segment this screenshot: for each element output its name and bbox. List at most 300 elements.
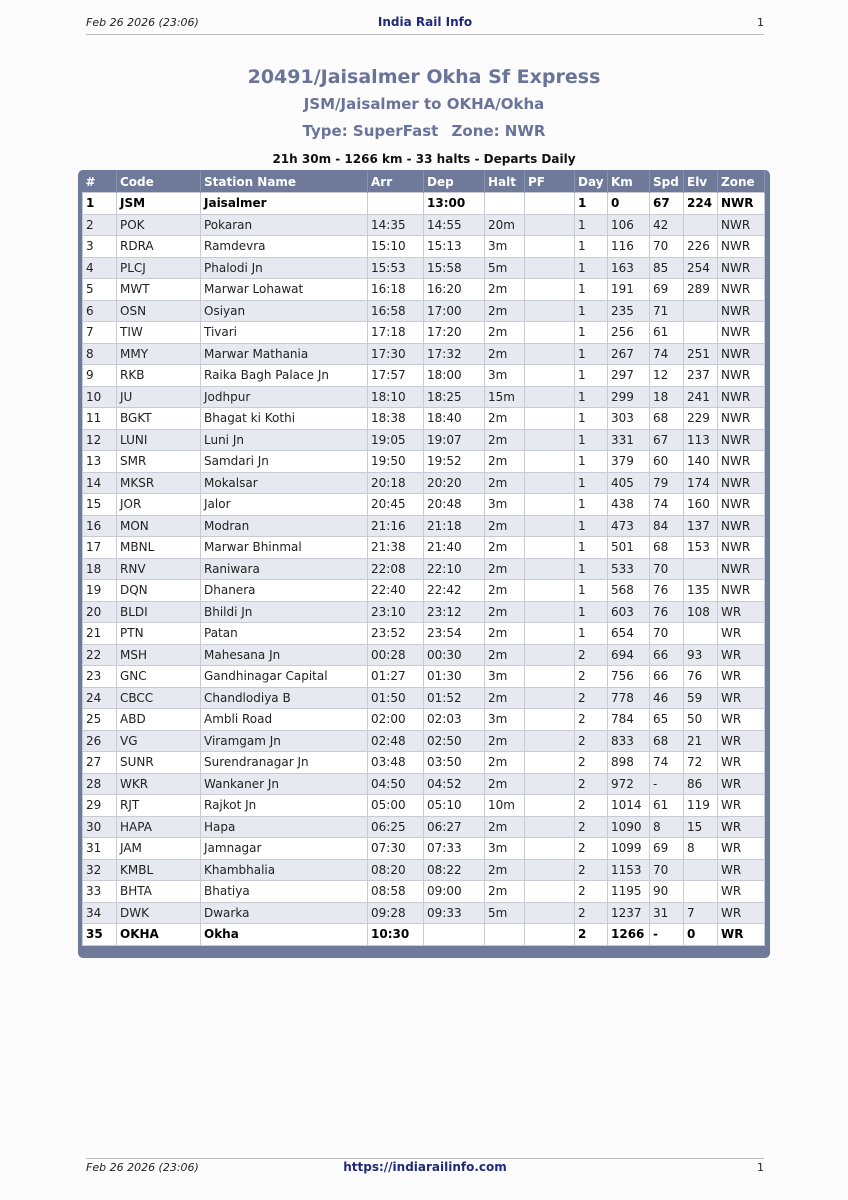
cell-halt: 2m [485, 644, 525, 666]
cell-pf [525, 193, 575, 215]
cell-zone: WR [718, 902, 765, 924]
cell-station-name: Modran [201, 515, 368, 537]
cell-arr: 16:18 [368, 279, 424, 301]
cell-spd: 71 [650, 300, 684, 322]
cell-arr: 05:00 [368, 795, 424, 817]
cell-code: RNV [117, 558, 201, 580]
cell-spd: - [650, 924, 684, 946]
cell-halt: 5m [485, 902, 525, 924]
cell-zone: NWR [718, 343, 765, 365]
cell-pf [525, 752, 575, 774]
cell-spd: 61 [650, 322, 684, 344]
cell-halt: 2m [485, 687, 525, 709]
cell-code: MON [117, 515, 201, 537]
cell-arr: 04:50 [368, 773, 424, 795]
cell-dep: 05:10 [424, 795, 485, 817]
cell-km: 303 [608, 408, 650, 430]
cell-num: 27 [83, 752, 117, 774]
cell-spd: 65 [650, 709, 684, 731]
cell-day: 1 [575, 386, 608, 408]
cell-code: DWK [117, 902, 201, 924]
table-row [83, 773, 765, 795]
cell-halt: 3m [485, 494, 525, 516]
cell-spd: 70 [650, 859, 684, 881]
cell-km: 972 [608, 773, 650, 795]
cell-arr: 02:00 [368, 709, 424, 731]
cell-spd: 74 [650, 343, 684, 365]
cell-code: VG [117, 730, 201, 752]
cell-zone: WR [718, 859, 765, 881]
schedule-table-container [78, 170, 770, 958]
cell-spd: 68 [650, 537, 684, 559]
cell-day: 2 [575, 924, 608, 946]
cell-pf [525, 601, 575, 623]
header-page-number: 1 [757, 16, 764, 29]
cell-zone: NWR [718, 236, 765, 258]
cell-dep: 15:58 [424, 257, 485, 279]
header-spd: Spd [650, 171, 684, 193]
cell-zone: WR [718, 752, 765, 774]
cell-code: DQN [117, 580, 201, 602]
header-arr: Arr [368, 171, 424, 193]
cell-spd: 76 [650, 601, 684, 623]
cell-code: OSN [117, 300, 201, 322]
cell-halt: 2m [485, 429, 525, 451]
cell-km: 0 [608, 193, 650, 215]
cell-pf [525, 623, 575, 645]
cell-spd: 84 [650, 515, 684, 537]
cell-halt: 2m [485, 537, 525, 559]
table-row [83, 472, 765, 494]
table-row [83, 687, 765, 709]
table-row [83, 236, 765, 258]
cell-day: 1 [575, 257, 608, 279]
cell-station-name: Marwar Bhinmal [201, 537, 368, 559]
cell-arr: 22:40 [368, 580, 424, 602]
cell-pf [525, 386, 575, 408]
cell-halt: 3m [485, 236, 525, 258]
cell-station-name: Raika Bagh Palace Jn [201, 365, 368, 387]
cell-arr: 01:27 [368, 666, 424, 688]
cell-day: 1 [575, 279, 608, 301]
cell-pf [525, 537, 575, 559]
cell-pf [525, 558, 575, 580]
train-route: JSM/Jaisalmer to OKHA/Okha [303, 95, 545, 113]
cell-halt: 2m [485, 279, 525, 301]
cell-dep: 09:33 [424, 902, 485, 924]
schedule-table [82, 171, 765, 946]
cell-station-name: Bhildi Jn [201, 601, 368, 623]
header-zone: Zone [718, 171, 765, 193]
cell-num: 9 [83, 365, 117, 387]
cell-num: 14 [83, 472, 117, 494]
cell-num: 28 [83, 773, 117, 795]
cell-day: 2 [575, 687, 608, 709]
cell-km: 833 [608, 730, 650, 752]
table-row [83, 795, 765, 817]
cell-day: 2 [575, 838, 608, 860]
cell-day: 1 [575, 601, 608, 623]
cell-km: 1153 [608, 859, 650, 881]
cell-code: SUNR [117, 752, 201, 774]
cell-arr: 19:50 [368, 451, 424, 473]
cell-halt: 2m [485, 773, 525, 795]
cell-zone: NWR [718, 214, 765, 236]
cell-zone: WR [718, 623, 765, 645]
cell-code: JSM [117, 193, 201, 215]
table-row [83, 365, 765, 387]
cell-pf [525, 257, 575, 279]
cell-num: 32 [83, 859, 117, 881]
table-row [83, 193, 765, 215]
cell-km: 438 [608, 494, 650, 516]
cell-arr: 18:38 [368, 408, 424, 430]
cell-km: 501 [608, 537, 650, 559]
cell-km: 299 [608, 386, 650, 408]
cell-dep: 04:52 [424, 773, 485, 795]
cell-km: 106 [608, 214, 650, 236]
cell-pf [525, 429, 575, 451]
cell-arr: 10:30 [368, 924, 424, 946]
cell-km: 898 [608, 752, 650, 774]
cell-spd: 70 [650, 558, 684, 580]
cell-spd: 8 [650, 816, 684, 838]
cell-dep: 06:27 [424, 816, 485, 838]
cell-code: MWT [117, 279, 201, 301]
cell-elv: 140 [684, 451, 718, 473]
cell-code: BHTA [117, 881, 201, 903]
table-row [83, 322, 765, 344]
cell-spd: 68 [650, 730, 684, 752]
table-row [83, 257, 765, 279]
cell-dep: 18:25 [424, 386, 485, 408]
cell-dep: 22:10 [424, 558, 485, 580]
cell-num: 17 [83, 537, 117, 559]
cell-dep: 01:30 [424, 666, 485, 688]
train-type-zone [0, 117, 848, 145]
cell-num: 16 [83, 515, 117, 537]
cell-num: 8 [83, 343, 117, 365]
cell-halt: 2m [485, 300, 525, 322]
cell-km: 235 [608, 300, 650, 322]
cell-station-name: Osiyan [201, 300, 368, 322]
cell-dep: 16:20 [424, 279, 485, 301]
table-row [83, 816, 765, 838]
cell-elv: 7 [684, 902, 718, 924]
cell-station-name: Luni Jn [201, 429, 368, 451]
cell-halt: 2m [485, 472, 525, 494]
cell-arr: 07:30 [368, 838, 424, 860]
cell-dep [424, 924, 485, 946]
cell-station-name: Marwar Lohawat [201, 279, 368, 301]
cell-elv: 0 [684, 924, 718, 946]
cell-station-name: Mokalsar [201, 472, 368, 494]
cell-pf [525, 580, 575, 602]
cell-num: 23 [83, 666, 117, 688]
cell-arr: 23:52 [368, 623, 424, 645]
cell-day: 2 [575, 709, 608, 731]
cell-day: 1 [575, 322, 608, 344]
cell-arr: 14:35 [368, 214, 424, 236]
train-summary: 21h 30m - 1266 km - 33 halts - Departs Daily [272, 152, 576, 166]
cell-elv: 229 [684, 408, 718, 430]
cell-spd: 66 [650, 666, 684, 688]
cell-zone: WR [718, 881, 765, 903]
cell-station-name: Jalor [201, 494, 368, 516]
footer-url[interactable]: https://indiarailinfo.com [343, 1160, 507, 1174]
cell-num: 1 [83, 193, 117, 215]
cell-dep: 18:00 [424, 365, 485, 387]
cell-dep: 13:00 [424, 193, 485, 215]
cell-zone: NWR [718, 580, 765, 602]
cell-halt: 2m [485, 580, 525, 602]
table-row [83, 666, 765, 688]
cell-elv: 50 [684, 709, 718, 731]
table-body [83, 193, 765, 946]
cell-spd: 60 [650, 451, 684, 473]
cell-code: JAM [117, 838, 201, 860]
cell-arr: 17:30 [368, 343, 424, 365]
cell-dep: 23:54 [424, 623, 485, 645]
cell-station-name: Dwarka [201, 902, 368, 924]
header-elv: Elv [684, 171, 718, 193]
cell-halt: 2m [485, 515, 525, 537]
cell-dep: 01:52 [424, 687, 485, 709]
cell-spd: 70 [650, 623, 684, 645]
cell-halt: 10m [485, 795, 525, 817]
cell-zone: NWR [718, 193, 765, 215]
table-row [83, 730, 765, 752]
header-pf: PF [525, 171, 575, 193]
cell-spd: 31 [650, 902, 684, 924]
table-row [83, 838, 765, 860]
header-num: # [83, 171, 117, 193]
cell-dep: 02:50 [424, 730, 485, 752]
cell-elv: 160 [684, 494, 718, 516]
cell-arr: 18:10 [368, 386, 424, 408]
cell-station-name: Chandlodiya B [201, 687, 368, 709]
cell-zone: NWR [718, 386, 765, 408]
cell-pf [525, 816, 575, 838]
cell-arr: 19:05 [368, 429, 424, 451]
cell-arr: 22:08 [368, 558, 424, 580]
cell-num: 11 [83, 408, 117, 430]
cell-day: 1 [575, 214, 608, 236]
cell-km: 473 [608, 515, 650, 537]
cell-num: 24 [83, 687, 117, 709]
cell-station-name: Tivari [201, 322, 368, 344]
cell-zone: NWR [718, 494, 765, 516]
cell-elv: 137 [684, 515, 718, 537]
cell-station-name: Patan [201, 623, 368, 645]
cell-arr: 00:28 [368, 644, 424, 666]
cell-station-name: Rajkot Jn [201, 795, 368, 817]
cell-km: 1237 [608, 902, 650, 924]
cell-num: 26 [83, 730, 117, 752]
cell-zone: NWR [718, 408, 765, 430]
cell-day: 2 [575, 752, 608, 774]
cell-num: 6 [83, 300, 117, 322]
table-row [83, 601, 765, 623]
cell-km: 191 [608, 279, 650, 301]
footer-page-number: 1 [757, 1161, 764, 1174]
cell-station-name: Surendranagar Jn [201, 752, 368, 774]
cell-day: 1 [575, 623, 608, 645]
cell-day: 2 [575, 902, 608, 924]
cell-dep: 17:32 [424, 343, 485, 365]
cell-zone: NWR [718, 322, 765, 344]
cell-dep: 21:40 [424, 537, 485, 559]
cell-station-name: Okha [201, 924, 368, 946]
cell-zone: WR [718, 795, 765, 817]
cell-arr: 09:28 [368, 902, 424, 924]
cell-pf [525, 666, 575, 688]
cell-arr: 20:45 [368, 494, 424, 516]
cell-elv [684, 881, 718, 903]
train-title: 20491/Jaisalmer Okha Sf Express [247, 66, 601, 88]
cell-halt: 2m [485, 322, 525, 344]
cell-dep: 20:20 [424, 472, 485, 494]
cell-code: POK [117, 214, 201, 236]
cell-km: 163 [608, 257, 650, 279]
cell-arr: 15:10 [368, 236, 424, 258]
cell-halt [485, 193, 525, 215]
cell-station-name: Pokaran [201, 214, 368, 236]
table-row [83, 902, 765, 924]
cell-spd: 90 [650, 881, 684, 903]
cell-dep: 15:13 [424, 236, 485, 258]
cell-code: GNC [117, 666, 201, 688]
cell-station-name: Jaisalmer [201, 193, 368, 215]
cell-station-name: Ramdevra [201, 236, 368, 258]
train-type: Type: SuperFast [302, 122, 439, 140]
cell-station-name: Ambli Road [201, 709, 368, 731]
cell-num: 13 [83, 451, 117, 473]
cell-halt: 2m [485, 408, 525, 430]
cell-spd: - [650, 773, 684, 795]
cell-code: TIW [117, 322, 201, 344]
cell-num: 18 [83, 558, 117, 580]
cell-station-name: Marwar Mathania [201, 343, 368, 365]
cell-spd: 79 [650, 472, 684, 494]
cell-code: MKSR [117, 472, 201, 494]
cell-elv [684, 300, 718, 322]
cell-zone: NWR [718, 257, 765, 279]
cell-halt: 2m [485, 623, 525, 645]
cell-spd: 67 [650, 193, 684, 215]
cell-halt: 3m [485, 666, 525, 688]
cell-km: 1266 [608, 924, 650, 946]
cell-km: 1099 [608, 838, 650, 860]
cell-elv: 86 [684, 773, 718, 795]
cell-pf [525, 795, 575, 817]
cell-num: 10 [83, 386, 117, 408]
cell-km: 533 [608, 558, 650, 580]
cell-pf [525, 773, 575, 795]
cell-pf [525, 343, 575, 365]
table-row [83, 881, 765, 903]
cell-dep: 19:52 [424, 451, 485, 473]
cell-code: ABD [117, 709, 201, 731]
cell-elv: 241 [684, 386, 718, 408]
table-row [83, 623, 765, 645]
cell-km: 297 [608, 365, 650, 387]
table-row [83, 924, 765, 946]
cell-halt: 2m [485, 451, 525, 473]
cell-halt: 2m [485, 343, 525, 365]
cell-arr: 06:25 [368, 816, 424, 838]
cell-code: LUNI [117, 429, 201, 451]
cell-halt: 2m [485, 881, 525, 903]
cell-pf [525, 881, 575, 903]
cell-km: 1014 [608, 795, 650, 817]
cell-arr: 16:58 [368, 300, 424, 322]
cell-station-name: Raniwara [201, 558, 368, 580]
cell-num: 35 [83, 924, 117, 946]
cell-code: JOR [117, 494, 201, 516]
cell-arr: 08:58 [368, 881, 424, 903]
cell-spd: 74 [650, 752, 684, 774]
cell-num: 3 [83, 236, 117, 258]
cell-day: 2 [575, 666, 608, 688]
cell-code: PLCJ [117, 257, 201, 279]
cell-zone: WR [718, 687, 765, 709]
cell-arr: 20:18 [368, 472, 424, 494]
cell-day: 1 [575, 236, 608, 258]
cell-code: BGKT [117, 408, 201, 430]
cell-day: 2 [575, 795, 608, 817]
cell-day: 2 [575, 881, 608, 903]
cell-spd: 70 [650, 236, 684, 258]
cell-day: 1 [575, 558, 608, 580]
cell-day: 1 [575, 537, 608, 559]
cell-km: 256 [608, 322, 650, 344]
cell-num: 34 [83, 902, 117, 924]
cell-code: MBNL [117, 537, 201, 559]
cell-code: OKHA [117, 924, 201, 946]
cell-spd: 67 [650, 429, 684, 451]
header-date: Feb 26 2026 (23:06) [86, 16, 199, 29]
cell-dep: 17:00 [424, 300, 485, 322]
cell-dep: 09:00 [424, 881, 485, 903]
cell-halt: 3m [485, 838, 525, 860]
cell-km: 694 [608, 644, 650, 666]
cell-dep: 03:50 [424, 752, 485, 774]
cell-elv: 153 [684, 537, 718, 559]
cell-code: CBCC [117, 687, 201, 709]
cell-km: 405 [608, 472, 650, 494]
cell-zone: WR [718, 666, 765, 688]
cell-km: 379 [608, 451, 650, 473]
cell-station-name: Gandhinagar Capital [201, 666, 368, 688]
cell-dep: 17:20 [424, 322, 485, 344]
footer-date: Feb 26 2026 (23:06) [86, 1161, 199, 1174]
cell-elv: 224 [684, 193, 718, 215]
cell-km: 1195 [608, 881, 650, 903]
cell-code: MSH [117, 644, 201, 666]
cell-num: 19 [83, 580, 117, 602]
cell-arr: 21:38 [368, 537, 424, 559]
cell-code: BLDI [117, 601, 201, 623]
cell-day: 1 [575, 580, 608, 602]
cell-pf [525, 730, 575, 752]
cell-station-name: Jamnagar [201, 838, 368, 860]
cell-zone: WR [718, 644, 765, 666]
cell-station-name: Jodhpur [201, 386, 368, 408]
cell-halt: 2m [485, 601, 525, 623]
table-row [83, 709, 765, 731]
cell-pf [525, 236, 575, 258]
